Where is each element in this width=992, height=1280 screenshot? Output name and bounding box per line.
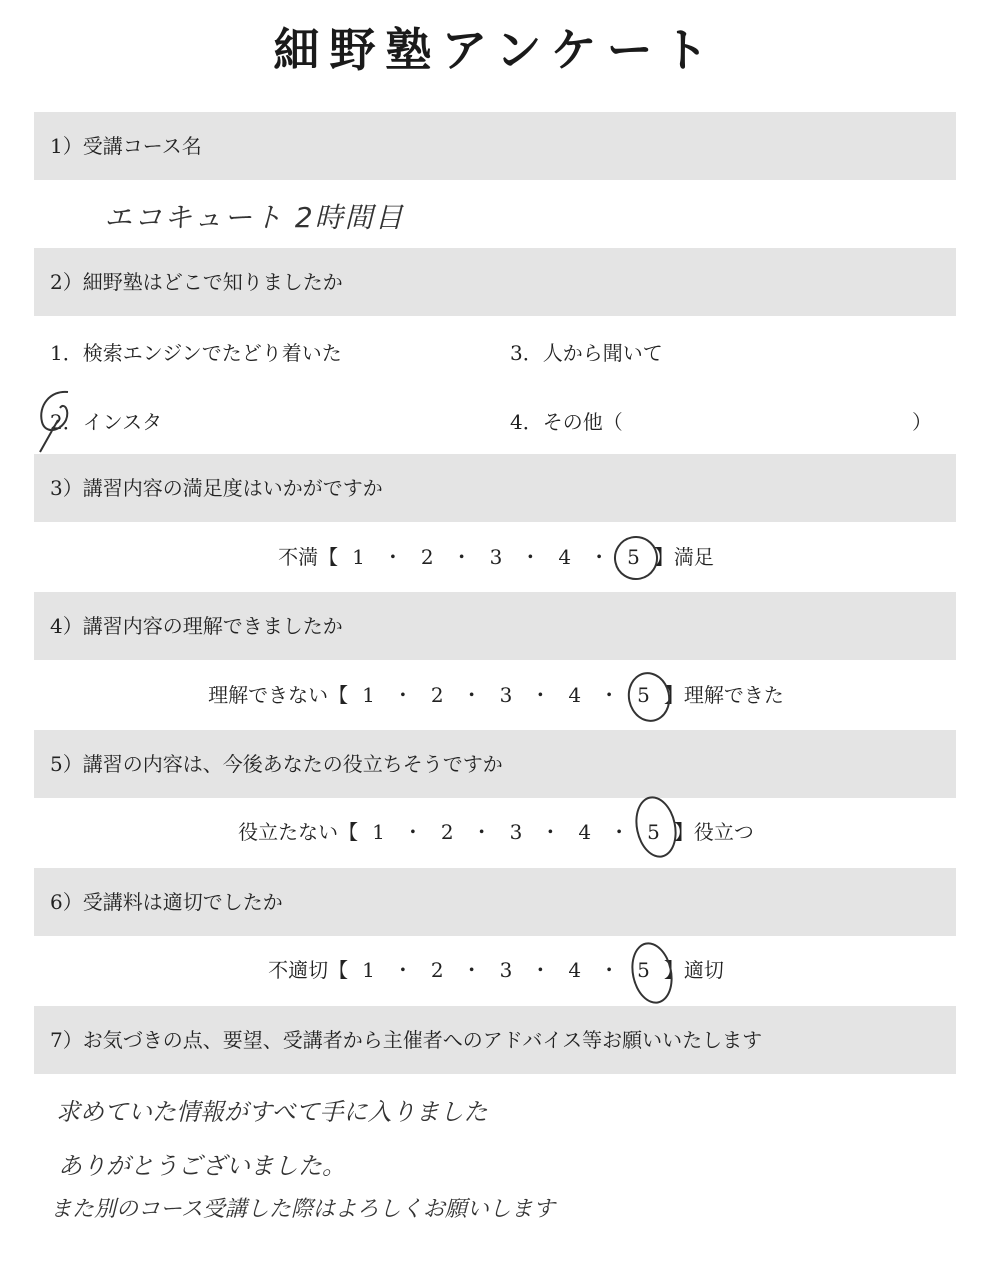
q2-option-4: 4．その他（ bbox=[510, 410, 623, 434]
question-band-3 bbox=[34, 454, 956, 522]
comment-line-2: ありがとうございました。 bbox=[58, 1152, 346, 1180]
question-band-5 bbox=[34, 730, 956, 798]
question-band-1 bbox=[34, 112, 956, 180]
q5-scale-2: 2 bbox=[440, 820, 454, 844]
q4-scale-3: 3 bbox=[499, 683, 513, 707]
question-1-label: 1）受講コース名 bbox=[50, 134, 202, 158]
question-5-label: 5）講習の内容は、今後あなたの役立ちそうですか bbox=[50, 752, 503, 776]
q3-scale-2: 2 bbox=[420, 545, 434, 569]
question-2-label: 2）細野塾はどこで知りましたか bbox=[50, 270, 343, 294]
question-6-label: 6）受講料は適切でしたか bbox=[50, 890, 283, 914]
q5-scale-4: 4 bbox=[578, 820, 592, 844]
question-7-label: 7）お気づきの点、要望、受講者から主催者へのアドバイス等お願いいたします bbox=[50, 1028, 763, 1052]
question-3-label: 3）講習内容の満足度はいかがですか bbox=[50, 476, 383, 500]
q4-scale-4: 4 bbox=[568, 683, 582, 707]
question-band-6 bbox=[34, 868, 956, 936]
q2-selection-mark bbox=[30, 386, 82, 458]
q4-left-label: 理解できない【 bbox=[208, 683, 349, 707]
q6-scale-4: 4 bbox=[568, 958, 582, 982]
q6-scale-3: 3 bbox=[499, 958, 513, 982]
fee-scale: 不適切【 1 ・ 2 ・ 3 ・ 4 ・ 5 】適切 bbox=[0, 950, 992, 990]
q3-left-label: 不満【 bbox=[278, 545, 339, 569]
course-name-answer: エコキュート 2時間目 bbox=[104, 201, 405, 234]
q5-scale-1: 1 bbox=[372, 820, 385, 844]
satisfaction-scale: 不満【 1 ・ 2 ・ 3 ・ 4 ・ 5 】満足 bbox=[0, 537, 992, 577]
q5-right-label: 】役立つ bbox=[673, 820, 754, 844]
q6-left-label: 不適切【 bbox=[268, 958, 349, 982]
usefulness-scale: 役立たない【 1 ・ 2 ・ 3 ・ 4 ・ 5 】役立つ bbox=[0, 812, 992, 852]
question-band-2 bbox=[34, 248, 956, 316]
q5-left-label: 役立たない【 bbox=[238, 820, 359, 844]
q3-scale-5: 5 bbox=[627, 545, 640, 569]
q3-scale-3: 3 bbox=[489, 545, 503, 569]
q2-option-3: 3．人から聞いて bbox=[510, 341, 663, 365]
q5-scale-3: 3 bbox=[509, 820, 523, 844]
question-4-label: 4）講習内容の理解できましたか bbox=[50, 614, 343, 638]
q4-scale-5: 5 bbox=[637, 683, 650, 707]
q6-right-label: 】適切 bbox=[663, 958, 724, 982]
q4-scale-2: 2 bbox=[430, 683, 444, 707]
q4-scale-1: 1 bbox=[362, 683, 375, 707]
understanding-scale: 理解できない【 1 ・ 2 ・ 3 ・ 4 ・ 5 】理解できた bbox=[0, 675, 992, 715]
survey-title: 細野塾アンケート bbox=[273, 23, 719, 77]
q4-right-label: 】理解できた bbox=[663, 683, 784, 707]
q2-option-2: 2．インスタ bbox=[50, 410, 163, 434]
q3-scale-4: 4 bbox=[558, 545, 572, 569]
q3-right-label: 】満足 bbox=[653, 545, 714, 569]
q6-scale-2: 2 bbox=[430, 958, 444, 982]
q6-scale-5: 5 bbox=[637, 958, 650, 982]
question-band-7 bbox=[34, 1006, 956, 1074]
q6-selection-circle bbox=[626, 939, 678, 1008]
q3-scale-1: 1 bbox=[352, 545, 365, 569]
question-band-4 bbox=[34, 592, 956, 660]
comment-line-1: 求めていた情報がすべて手に入りました bbox=[56, 1098, 488, 1126]
q6-scale-1: 1 bbox=[362, 958, 375, 982]
q2-other-close: ） bbox=[912, 410, 932, 434]
comment-line-3: また別のコース受講した際はよろしくお願いします bbox=[50, 1197, 555, 1222]
q2-option-1: 1．検索エンジンでたどり着いた bbox=[50, 341, 342, 365]
q5-scale-5: 5 bbox=[647, 820, 660, 844]
